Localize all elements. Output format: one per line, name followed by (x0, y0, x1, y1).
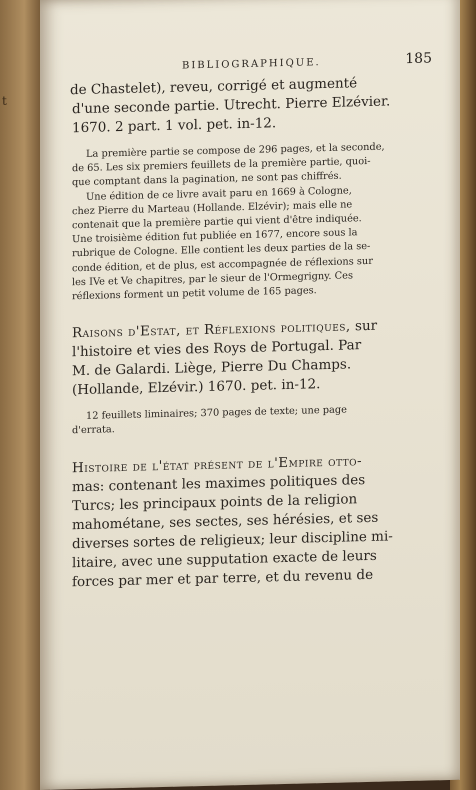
entry-3-heading: Histoire de l'état présent de l'Empire otto- (72, 452, 363, 476)
note-1-line: que comptant dans la pagination, ne sont pas chiffrés. (72, 171, 342, 189)
note-1-line: chez Pierre du Marteau (Hollande. Elzévir); mais elle ne (72, 199, 353, 218)
note-2-line: 12 feuillets liminaires; 370 pages de texte; une page (86, 404, 347, 423)
left-page-edge (0, 0, 44, 790)
note-1-line: Une troisième édition fut publiée en 1677, encore sous la (72, 227, 358, 246)
note-1-line: réflexions forment un petit volume de 165 pages. (72, 285, 317, 303)
entry-3-line: diverses sortes de religieux; leur discipline mi- (72, 528, 393, 552)
entry-2-line: (Hollande, Elzévir.) 1670. pet. in-12. (72, 376, 321, 399)
running-head (182, 50, 432, 72)
left-page-margin-mark: t (2, 94, 7, 108)
entry-3-line: Turcs; les principaux points de la religion (72, 490, 358, 514)
entry-2-line: l'histoire et vies des Roys de Portugal. Par (72, 337, 362, 361)
note-1-line: contenait que la première partie qui vient d'être indiquée. (72, 213, 362, 232)
entry-2-line: M. de Galardi. Liège, Pierre Du Champs. (72, 356, 352, 380)
entry-3-line: mas: contenant les maximes politiques des (72, 471, 366, 495)
entry-3-line: forces par mer et par terre, et du revenu de (72, 566, 374, 590)
running-head-title: BIBLIOGRAPHIQUE. (182, 57, 321, 72)
note-1-line: les IVe et Ve chapitres, par le sieur de l'Ormegrigny. Ces (72, 270, 353, 289)
note-1-line: rubrique de Cologne. Elle contient les deux parties de la se- (72, 241, 371, 260)
note-2-line: d'errata. (72, 424, 115, 437)
note-1-line: Une édition de ce livre avait paru en 1669 à Cologne, (86, 184, 352, 203)
entry-3-line: litaire, avec une supputation exacte de leurs (72, 547, 377, 571)
entry-1-line: de Chastelet), reveu, corrigé et augmenté (70, 75, 358, 99)
page-number: 185 (405, 50, 432, 68)
entry-1-line: d'une seconde partie. Utrecht. Pierre Elzévier. (72, 93, 391, 118)
entry-2-heading: Raisons d'Estat, et Réflexions politiques, (72, 318, 351, 342)
entry-3 (72, 450, 432, 592)
entry-1 (72, 72, 432, 138)
entry-3-line: mahométane, ses sectes, ses hérésies, et ses (72, 509, 379, 533)
page-content (72, 50, 432, 591)
entry-2 (72, 316, 432, 401)
note-1-line: La première partie se compose de 296 pages, et la seconde, (86, 141, 385, 160)
note-1-line: conde édition, et de plus, est accompagnée de réflexions sur (72, 255, 373, 274)
entry-2-line: sur (355, 317, 378, 335)
entry-1-line: 1670. 2 part. 1 vol. pet. in-12. (72, 115, 277, 137)
book-page (40, 0, 460, 790)
note-1-line: de 65. Les six premiers feuillets de la première partie, quoi- (72, 156, 371, 175)
note-1 (72, 139, 432, 304)
